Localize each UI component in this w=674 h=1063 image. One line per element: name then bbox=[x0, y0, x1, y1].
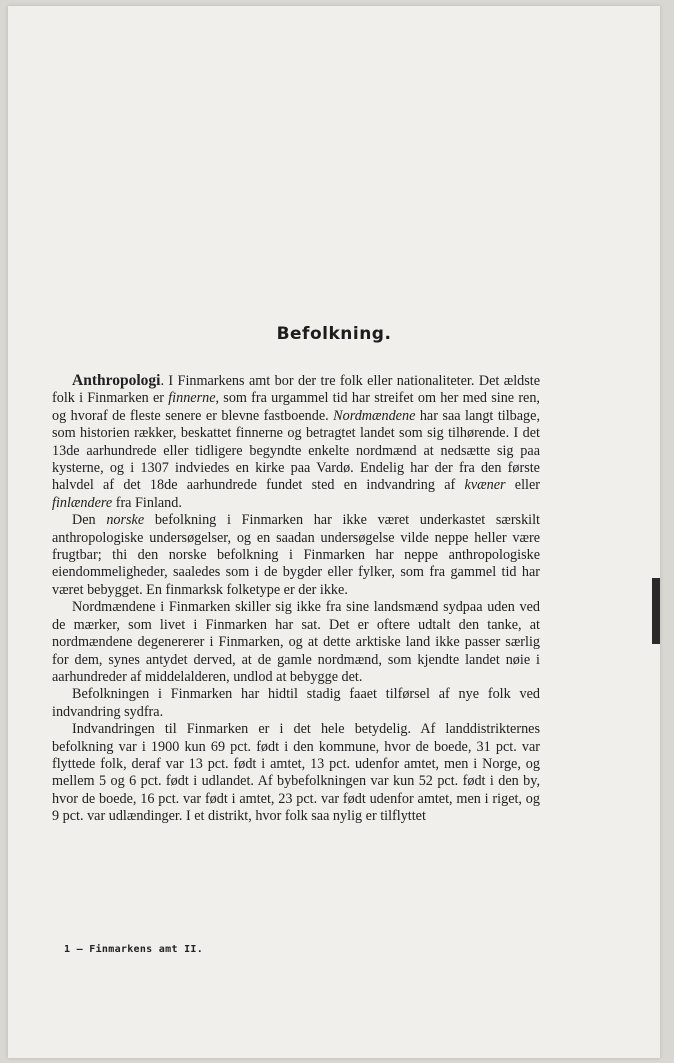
paragraph bbox=[52, 721, 540, 825]
emphasis-text: finlændere bbox=[52, 494, 113, 511]
paragraph bbox=[52, 599, 540, 686]
document-page bbox=[8, 6, 660, 1058]
text-run: har saa langt tilbage, som historien rækker, beskattet finnerne og betragtet landet som sig tilhørende. I det 13de aarhundrede eller tidligere begyndte enkelte nordmænd at nedsætte sig paa kysterne, og i 1307 indviedes en kirke paa Vardø. Endelig har der fra den første halvdel af det 18de aarhundrede fundet sted en indvandring af bbox=[52, 407, 540, 494]
emphasis-text: Nordmændene bbox=[333, 407, 416, 424]
paragraph bbox=[52, 372, 540, 512]
text-run: eller bbox=[505, 477, 541, 494]
text-run: . I Finmarkens amt bor der tre folk eller nationaliteter. Det ældste folk i Finmarken er bbox=[52, 373, 540, 407]
paragraph-body bbox=[52, 373, 540, 511]
page-title: Befolkning. bbox=[276, 324, 392, 344]
emphasis-text: norske bbox=[106, 512, 145, 529]
text-run: Indvandringen til Finmarken er i det hele betydelig. Af landdistrikternes befolkning var i 1900 kun 69 pct. født i den kommune, hvor de boede, 31 pct. var flyttede folk, deraf var 13 pct. født i amtet, 13 pct. udenfor amtet, men i Norge, og mellem 5 og 6 pct. født i udlandet. Af bybefolkningen var kun 52 pct. født i den by, hvor de boede, 16 pct. var født i amtet, 23 pct. var født udenfor amtet, men i riget, og 9 pct. var udlændinger. I et distrikt, hvor folk saa nylig er tilflyttet bbox=[52, 721, 540, 825]
section-lead: Anthropologi bbox=[72, 372, 161, 389]
text-run: fra Finland. bbox=[112, 494, 182, 511]
text-run: befolkning i Finmarken har ikke været underkastet særskilt anthropologiske undersøgelser, og en saadan undersøgelse vilde neppe heller være frugtbar; thi den norske befolkning i Finmarken har neppe anthropologiske eiendommeligheder, saaledes som i de bygder eller fylker, som fra gammel tid har været bebygget. En finmarksk folketype er der ikke. bbox=[52, 512, 540, 598]
emphasis-text: kvæner bbox=[464, 477, 506, 494]
paragraph bbox=[52, 686, 540, 721]
text-run: som fra urgammel tid har streifet om her med sine ren, og hvoraf de fleste senere er blevne fastboende. bbox=[52, 390, 540, 424]
page-edge-mark bbox=[652, 578, 660, 644]
paragraph bbox=[52, 512, 540, 599]
text-run: Den bbox=[72, 512, 107, 529]
body-text bbox=[52, 372, 540, 826]
text-run: Befolkningen i Finmarken har hidtil stadig faaet tilførsel af nye folk ved indvandring sydfra. bbox=[52, 686, 540, 720]
emphasis-text: finnerne, bbox=[168, 390, 220, 407]
text-run: Nordmændene i Finmarken skiller sig ikke fra sine landsmænd sydpaa uden ved de mærker, som livet i Finmarken har sat. Det er oftere udtalt den tanke, at nordmændene degenererer i Finmarken, og at dette arktiske land ikke passer særlig for dem, synes antydet derved, at de gamle nordmænd, som kjendte landet nøie i aarhundreder af middelalderen, undlod at bebygge det. bbox=[52, 599, 540, 685]
footnote: 1 — Finmarkens amt II. bbox=[64, 944, 204, 955]
